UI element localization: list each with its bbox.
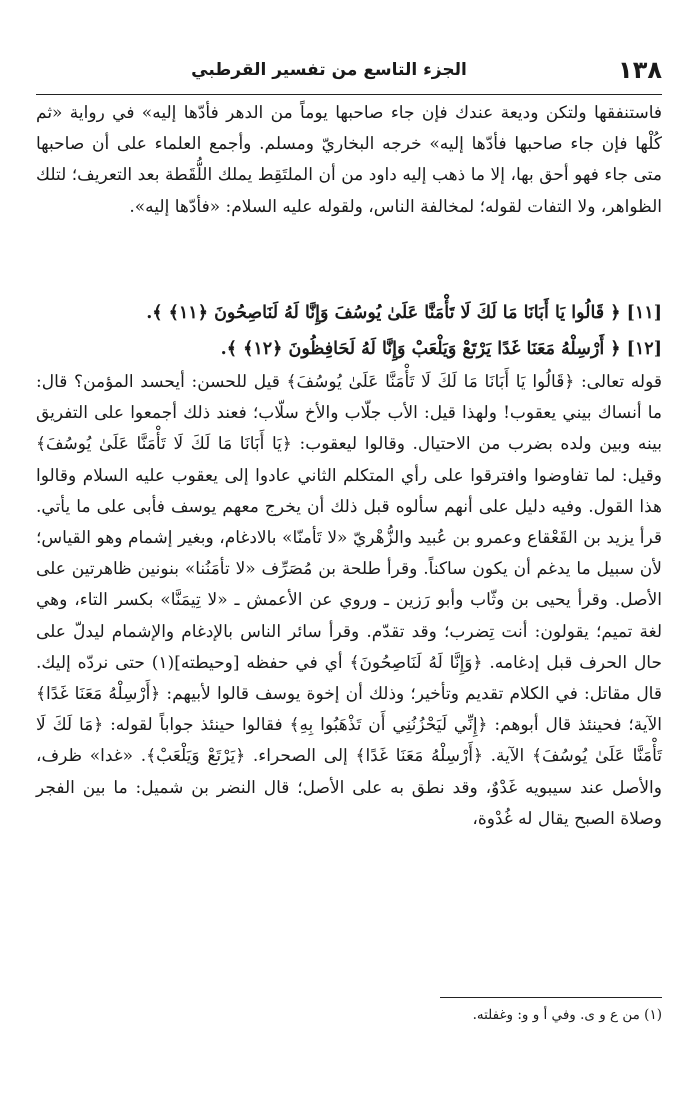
verse-12: [١٢] ﴿ أَرْسِلْهُ مَعَنَا غَدًا يَرْتَعْ وَيَلْعَبْ وَإِنَّا لَهُ لَحَافِظُونَ ﴿١٢﴾ ﴾. bbox=[220, 339, 662, 359]
paragraph-text: فاستنفقها ولتكن وديعة عندك فإن جاء صاحبها يوماً من الدهر فأدّها إليه» في رواية «ثم كُلْها فإن جاء صاحبها فأدّها إليه» خرجه البخاريّ ومسلم. وأجمع العلماء على أن صاحبها متى جاء فهو أحق بها، إلا ما ذهب إليه داود من أن الملتَقِط يملك اللُّقَطة بعد التعريف؛ لتلك الظواهر، ولا التفات لقوله؛ لمخالفة الناس، ولقوله عليه السلام: «فأدّها إليه». bbox=[36, 103, 662, 217]
body-paragraph-1 bbox=[36, 98, 662, 223]
running-title: الجزء التاسع من تفسير القرطبي bbox=[191, 60, 467, 80]
quran-verses bbox=[36, 295, 662, 367]
body-paragraph-2 bbox=[36, 367, 662, 835]
page-header bbox=[36, 54, 662, 94]
verse-11: [١١] ﴿ قَالُوا يَا أَبَانَا مَا لَكَ لَا تَأْمَنَّا عَلَىٰ يُوسُفَ وَإِنَّا لَهُ لَنَاصِحُونَ ﴿١١﴾ ﴾. bbox=[146, 303, 662, 323]
footnote: (١) من ع و ى. وفي أ و و: وغفلته. bbox=[472, 1007, 662, 1023]
paragraph-text: قوله تعالى: ﴿قَالُوا يَا أَبَانَا مَا لَكَ لَا تَأْمَنَّا عَلَىٰ يُوسُفَ﴾ قيل للحسن: أيحسد المؤمن؟ قال: ما أنساك بيني يعقوب! ولهذا قيل: الأب جلّاب والأخ سلّاب؛ فعند ذلك أجمعوا على التفريق بينه وبين ولده بضرب من الاحتيال. وقالوا ليعقوب: ﴿يَا أَبَانَا مَا لَكَ لَا تَأْمَنَّا عَلَىٰ يُوسُفَ﴾ وقيل: لما تفاوضوا وافترقوا على رأي المتكلم الثاني عادوا إلى يعقوب عليه السلام وقالوا هذا القول. وفيه دليل على أنهم سألوه قبل ذلك أن يخرج معهم يوسف فأبى على ما يأتي. قرأ يزيد بن القَعْقاع وعمرو بن عُبيد والزُّهْريّ «لا تَأمنّا» بالادغام، وبغير إشمام وهو القياس؛ لأن سبيل ما يدغم أن يكون ساكناً. وقرأ طلحة بن مُصَرِّف «لا تأمَنُنا» بنونين ظاهرتين على الأصل. وقرأ يحيى بن وثّاب وأبو رَزين ـ وروي عن الأعمش ـ «لا تِيمَنَّا» بكسر التاء، وهي لغة تميم؛ يقولون: أنت تِضرب؛ وقد تقدّم. وقرأ سائر الناس بالإدغام والإشمام ليدلّ على حال الحرف قبل إدغامه. ﴿وَإِنَّا لَهُ لَنَاصِحُونَ﴾ أي في حفظه [وحيطته](١) حتى نردّه إليك. قال مقاتل: في الكلام تقديم وتأخير؛ وذلك أن إخوة يوسف قالوا لأبيهم: ﴿أَرْسِلْهُ مَعَنَا غَدًا﴾ الآية؛ فحينئذ قال أبوهم: ﴿إِنِّي لَيَحْزُنُنِي أَن تَذْهَبُوا بِهِ﴾ فقالوا حينئذ جواباً لقوله: ﴿مَا لَكَ لَا تَأْمَنَّا عَلَىٰ يُوسُفَ﴾ الآية. ﴿أَرْسِلْهُ مَعَنَا غَدًا﴾ إلى الصحراء. ﴿يَرْتَعْ وَيَلْعَبْ﴾. «غدا» ظرف، والأصل عند سيبويه غَدْوٌ، وقد نطق به على الأصل؛ قال النضر بن شميل: ما بين الفجر وصلاة الصبح يقال له غُدْوة، bbox=[36, 372, 662, 829]
header-divider bbox=[36, 94, 662, 95]
page-number: ١٣٨ bbox=[618, 56, 662, 84]
footnote-divider bbox=[440, 997, 662, 998]
